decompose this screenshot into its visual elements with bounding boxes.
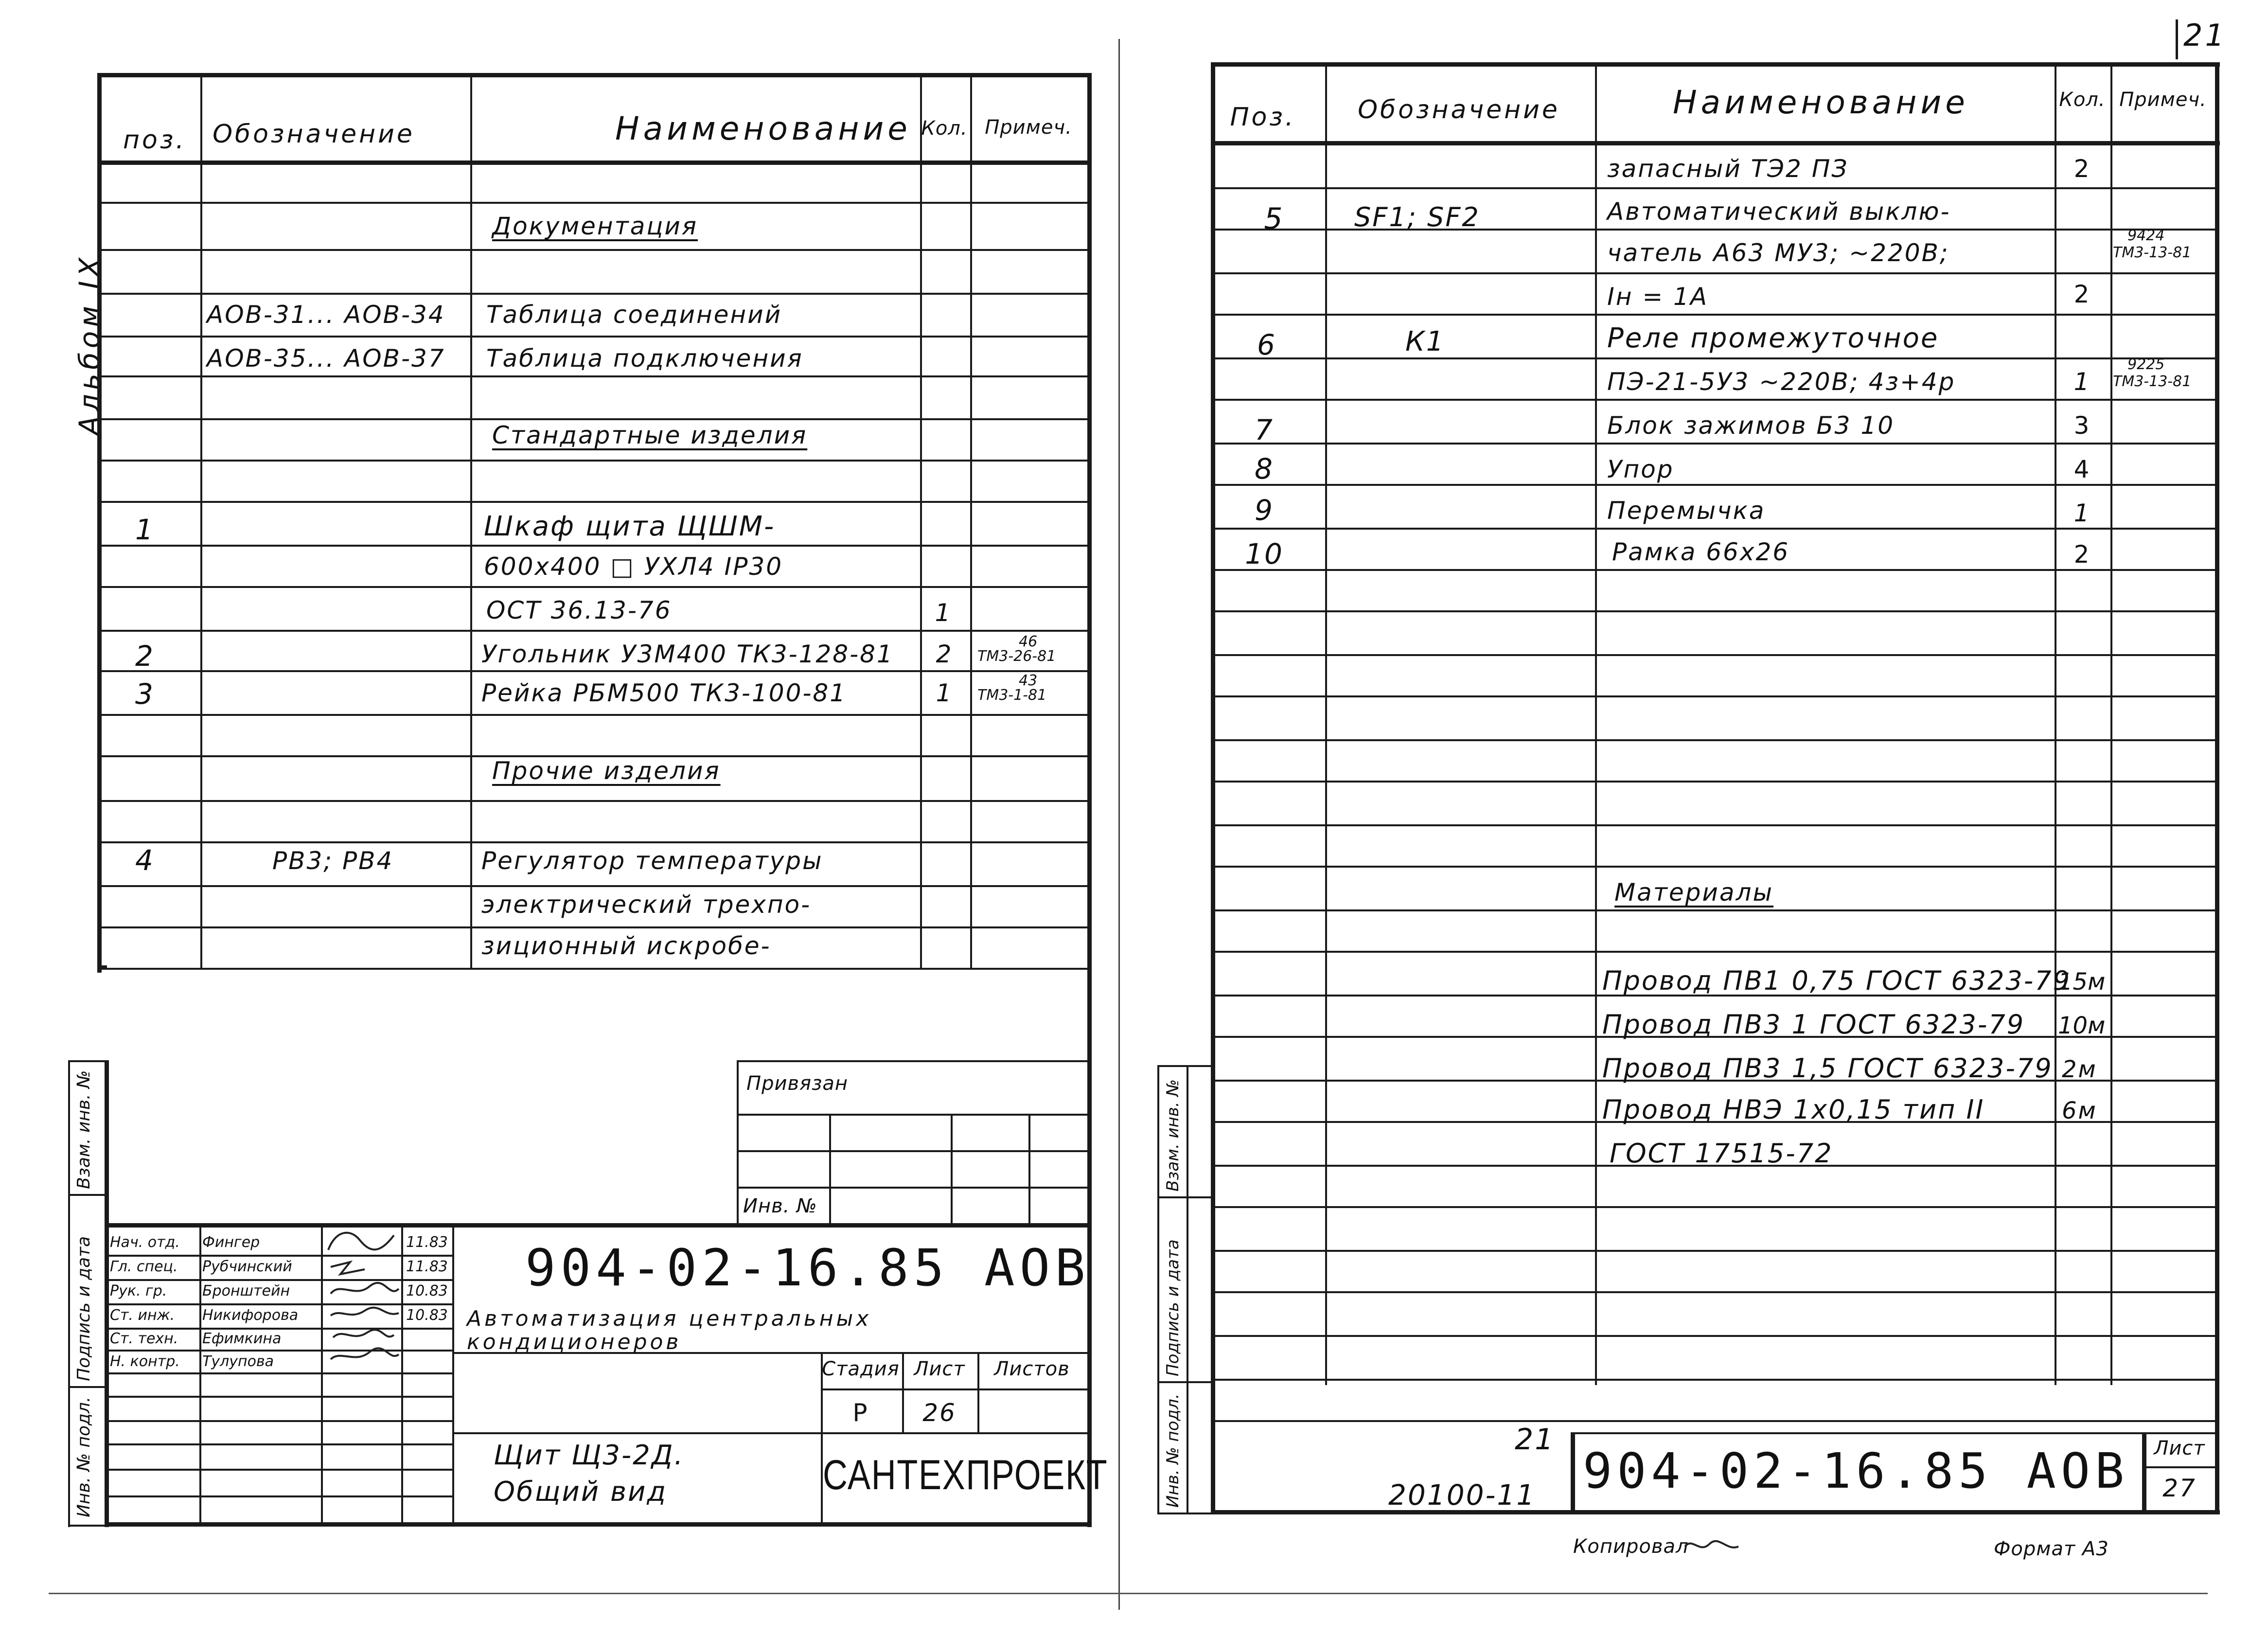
signer-name: Никифорова [202,1307,299,1324]
right-doc-code: 904-02-16.85 АОВ [1583,1442,2129,1499]
right-row-qty: 2 [2073,540,2091,569]
drawing-name-2: Общий вид [494,1476,668,1508]
left-header-pos: поз. [123,125,186,155]
stage-label: Стадия [822,1358,900,1380]
left-row-designation: АОВ-31... АОВ-34 [207,301,445,329]
right-side-label-sign: Подпись и дата [1163,1239,1183,1376]
left-row-name: 600х400 □ УХЛ4 IР30 [484,552,783,581]
signer-date: 10.83 [406,1282,448,1299]
material-qty: 15м [2058,968,2106,996]
right-row-qty: 2 [2073,155,2091,183]
left-row-note-top: 43 [1019,672,1038,689]
sheet-value: 26 [922,1399,957,1427]
right-header-name: Наименование [1673,84,1969,121]
right-row-pos: 5 [1264,202,1284,236]
right-sheet-value: 27 [2162,1474,2197,1502]
left-title-line1: Автоматизация центральных [467,1306,872,1331]
right-side-label-inv: Инв. № подл. [1163,1393,1183,1508]
right-row-pos: 6 [1257,328,1276,361]
right-row-name: Перемычка [1607,497,1766,525]
right-header-note: Примеч. [2119,89,2207,111]
left-doc-code: 904-02-16.85 АОВ [525,1238,1090,1298]
left-row-name: Регулятор температуры [481,847,823,875]
right-row-designation: К1 [1405,326,1445,357]
left-row-name: Угольник У3М400 ТК3-128-81 [481,640,894,668]
right-row-qty: 4 [2073,455,2091,483]
drawing-name-1: Щит Щ3-2Д. [494,1440,685,1471]
left-row-pos: 2 [135,640,155,673]
right-row-pos: 8 [1255,452,1274,485]
left-row-name: Таблица подключения [486,344,803,373]
right-row-name: Упор [1607,455,1674,483]
material-qty: 6м [2062,1097,2097,1124]
left-row-name: Рейка РБМ500 ТК3-100-81 [481,679,847,707]
privyazan-label: Привязан [746,1072,849,1095]
material-name: Провод ПВ1 0,75 ГОСТ 6323-79 [1602,965,2071,996]
stamp-number: 21 [1515,1423,1555,1457]
right-row-qty: 2 [2073,280,2091,308]
signer-role: Ст. инж. [110,1307,175,1324]
sheet-corner-number: 21 [2183,18,2227,53]
signer-name: Тулупова [202,1353,274,1370]
right-row-name: чатель А63 МУ3; ~220В; [1607,239,1949,267]
left-row-name: ОСТ 36.13-76 [486,596,672,624]
organization: САНТЕХПРОЕКТ [823,1452,1108,1498]
left-row-note: ТМ3-26-81 [977,648,1056,665]
left-header-designation: Обозначение [213,120,415,149]
copied-signature [1683,1532,1741,1561]
right-header-qty: Кол. [2059,89,2106,111]
left-side-label-replace: Взам. инв. № [74,1070,94,1189]
left-row-name: Стандартные изделия [492,421,808,449]
left-row-name: электрический трехпо- [481,890,812,919]
left-row-qty: 2 [936,640,953,668]
right-row-qty: 1 [2073,499,2091,527]
right-side-label-replace: Взам. инв. № [1163,1079,1183,1192]
handwritten-signatures [321,1221,404,1371]
sheet-label: Лист [914,1358,965,1380]
signer-name: Ефимкина [202,1330,282,1347]
signer-role: Нач. отд. [110,1234,180,1251]
right-row-note-top: 9424 [2127,227,2165,244]
left-row-qty: 1 [936,679,953,707]
material-name: Провод ПВ3 1,5 ГОСТ 6323-79 [1602,1053,2053,1084]
signer-role: Ст. техн. [110,1330,178,1347]
right-row-name: Блок зажимов Б3 10 [1607,411,1895,440]
left-header-qty: Кол. [921,117,968,140]
signer-role: Рук. гр. [110,1282,167,1299]
inv-no-label: Инв. № [743,1195,817,1217]
copied-label: Копировал [1573,1535,1689,1558]
materials-heading: Материалы [1614,878,1773,907]
right-row-name: Автоматический выклю- [1607,197,1951,226]
signer-role: Н. контр. [110,1353,180,1370]
right-row-name: Iн = 1А [1607,283,1709,311]
left-side-label-sign: Подпись и дата [74,1236,94,1381]
signer-name: Бронштейн [202,1282,290,1299]
left-row-pos: 1 [135,513,155,546]
signer-role: Гл. спец. [110,1258,178,1275]
left-header-name: Наименование [615,110,911,147]
sheets-label: Листов [994,1358,1070,1380]
left-row-note-top: 46 [1019,633,1038,650]
right-row-qty: 1 [2073,368,2091,396]
left-row-pos: 4 [135,844,155,877]
right-row-note: ТМ3-13-81 [2113,373,2192,390]
signer-name: Фингер [202,1234,260,1251]
left-row-name: Документация [492,212,698,240]
right-row-name: запасный ТЭ2 ПЗ [1607,155,1849,183]
right-row-name: ПЭ-21-5У3 ~220В; 4з+4р [1607,368,1956,396]
left-row-designation: АОВ-35... АОВ-37 [207,344,445,373]
signer-date: 10.83 [406,1307,448,1324]
material-qty: 10м [2058,1012,2106,1039]
signer-date: 11.83 [406,1258,448,1275]
right-row-pos: 10 [1245,537,1284,570]
right-row-pos: 9 [1255,494,1274,527]
left-side-label-inv: Инв. № подл. [74,1396,94,1517]
right-row-name: Реле промежуточное [1607,322,1939,354]
right-row-designation: SF1; SF2 [1354,202,1480,232]
right-row-note: ТМ3-13-81 [2113,244,2192,261]
left-row-designation: РВ3; РВ4 [272,847,394,875]
material-name: Провод НВЭ 1х0,15 тип II [1602,1094,1985,1125]
right-header-pos: Поз. [1230,103,1296,132]
signer-name: Рубчинский [202,1258,292,1275]
left-row-name: зиционный искробе- [481,932,771,960]
left-title-line2: кондиционеров [467,1330,682,1354]
right-header-designation: Обозначение [1358,95,1560,125]
right-row-name: Рамка 66х26 [1612,538,1790,566]
format-label: Формат А3 [1994,1538,2109,1560]
right-row-qty: 3 [2073,411,2091,440]
left-header-note: Примеч. [985,116,1072,139]
material-name: ГОСТ 17515-72 [1610,1138,1833,1169]
left-row-note: ТМ3-1-81 [977,687,1047,704]
album-label: Альбом IX [73,253,106,435]
inventory-number: 20100-11 [1388,1478,1536,1512]
right-row-pos: 7 [1255,413,1274,446]
right-row-note-top: 9225 [2127,356,2165,373]
stage-value: Р [852,1399,869,1427]
left-row-qty: 1 [935,599,952,627]
left-row-name: Шкаф щита ЩШМ- [484,511,776,542]
signer-date: 11.83 [406,1234,448,1251]
left-row-name: Прочие изделия [492,757,721,785]
material-name: Провод ПВ3 1 ГОСТ 6323-79 [1602,1009,2025,1040]
left-row-name: Таблица соединений [486,301,782,329]
material-qty: 2м [2062,1056,2097,1083]
left-row-pos: 3 [135,677,155,711]
right-sheet-label: Лист [2154,1437,2205,1459]
